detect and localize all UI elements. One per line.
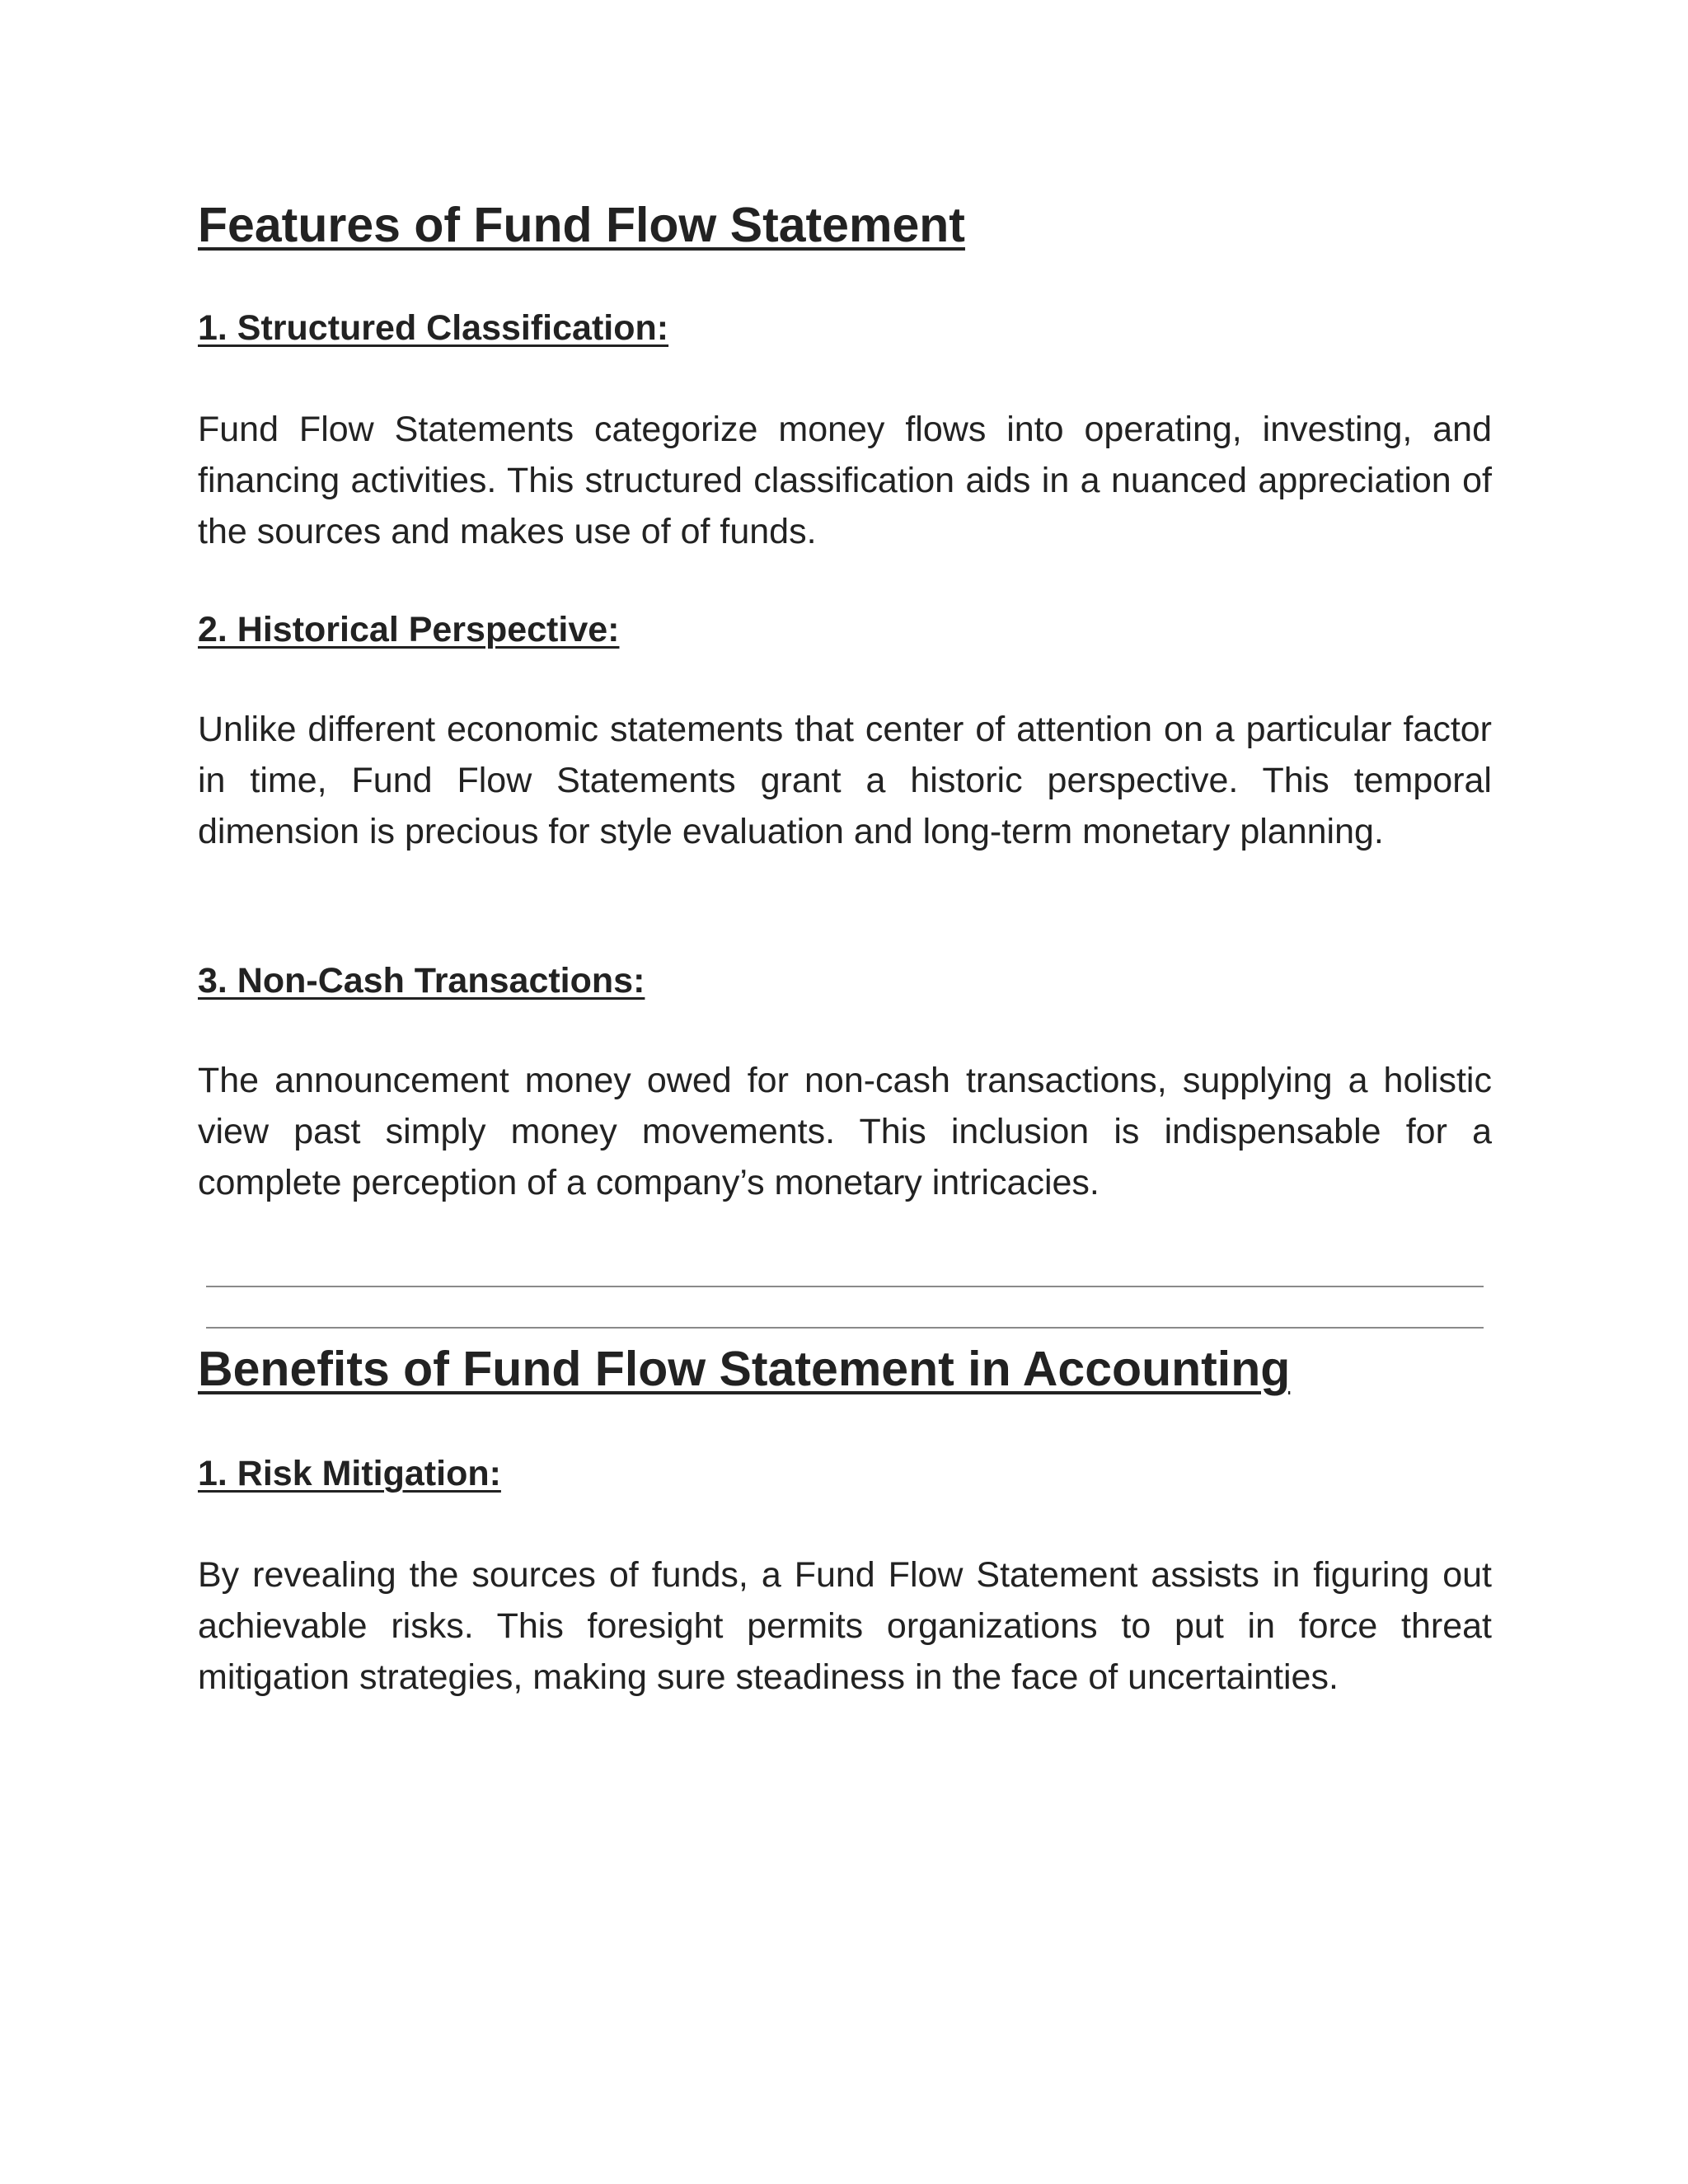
horizontal-divider-top [206, 1286, 1484, 1287]
paragraph-structured-classification: Fund Flow Statements categorize money flows into operating, investing, and financing activities. This structured classification aids in a nuanced appreciation of the sources and makes use of of funds. [198, 410, 1492, 551]
subheading-risk-mitigation: 1. Risk Mitigation: [198, 1454, 501, 1493]
paragraph-risk-mitigation: By revealing the sources of funds, a Fund Flow Statement assists in figuring out achievable risks. This foresight permits organizations to put in force threat mitigation strategies, making sure steadiness in the face of uncertainties. [198, 1555, 1492, 1697]
section-heading-features: Features of Fund Flow Statement [198, 198, 965, 252]
paragraph-non-cash-transactions: The announcement money owed for non-cash transactions, supplying a holistic view past simply money movements. This inclusion is indispensable for a complete perception of a company’s monetary intricacies. [198, 1061, 1492, 1202]
section-heading-benefits: Benefits of Fund Flow Statement in Accounting [198, 1342, 1291, 1396]
subheading-structured-classification: 1. Structured Classification: [198, 308, 669, 348]
subheading-non-cash-transactions: 3. Non-Cash Transactions: [198, 961, 645, 1001]
subheading-historical-perspective: 2. Historical Perspective: [198, 610, 620, 649]
paragraph-historical-perspective: Unlike different economic statements that center of attention on a particular factor in time, Fund Flow Statements grant a historic perspective. This temporal dimension is precious for style evaluation and long-term monetary planning. [198, 710, 1492, 851]
horizontal-divider-bottom [206, 1327, 1484, 1329]
